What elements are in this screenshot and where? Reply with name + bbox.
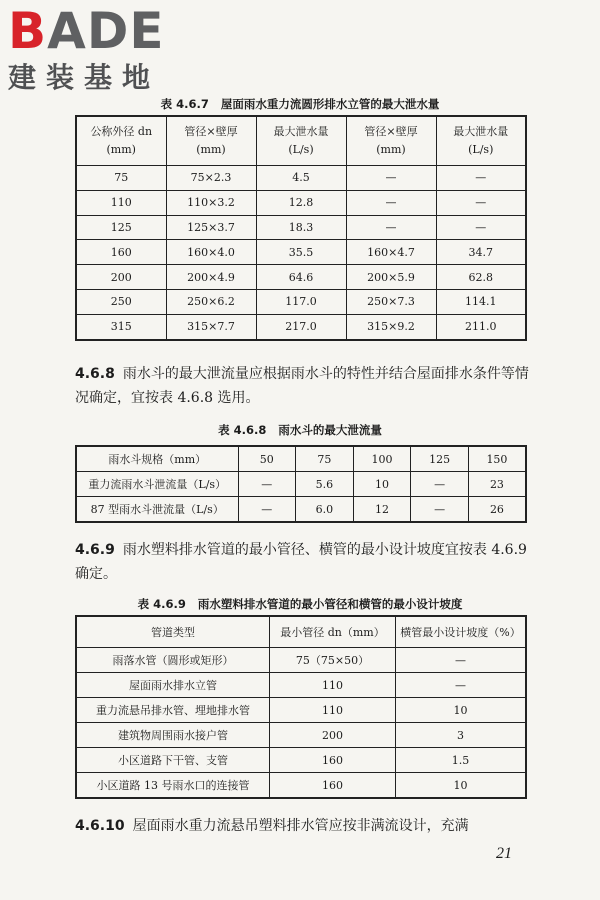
table-cell: 100 [353,446,411,472]
clause-text: 雨水斗的最大泄流量应根据雨水斗的特性并结合屋面排水条件等情况确定，宜按表 4.6.8 选用。 [75,366,529,406]
table-cell: — [436,166,526,191]
clause-number: 4.6.10 [75,818,125,834]
header-line: 管径×壁厚 [364,125,418,138]
table-cell: 50 [238,446,296,472]
table-row [76,773,526,799]
table-cell: 小区道路 13 号雨水口的连接管 [76,773,270,799]
table-cell: 200 [76,265,166,290]
table-cell: 125 [76,215,166,240]
table-cell: — [346,215,436,240]
table-cell: 屋面雨水排水立管 [76,673,270,698]
clause-text: 雨水塑料排水管道的最小管径、横管的最小设计坡度宜按表 4.6.9 确定。 [75,542,527,582]
table-cell: — [436,190,526,215]
table-cell: 200×4.9 [166,265,256,290]
header-unit: (mm) [106,143,136,156]
table-row [76,748,526,773]
header-cell [436,116,526,166]
table-cell: 117.0 [256,289,346,314]
table-cell: 110 [270,698,396,723]
logo-subtitle: 建装基地 [8,61,161,94]
table-cell: 110 [76,190,166,215]
table-number: 表 4.6.7 [160,97,209,111]
table-cell: 125×3.7 [166,215,256,240]
table-cell: 200×5.9 [346,265,436,290]
table-cell: 315×7.7 [166,314,256,339]
table-number: 表 4.6.9 [137,597,186,611]
table-cell: — [346,166,436,191]
table-4-6-9 [75,615,527,799]
logo-wordmark [8,2,165,60]
header-cell [346,116,436,166]
table-cell: 小区道路下干管、支管 [76,748,270,773]
table-row [76,673,526,698]
table-cell: 6.0 [296,497,354,523]
table-row [76,289,526,314]
header-line: 最大泄水量 [453,125,509,138]
table-header-row [76,116,526,166]
header-line: 最大泄水量 [273,125,329,138]
table-cell: 87 型雨水斗泄流量（L/s） [76,497,238,523]
table-cell: 250 [76,289,166,314]
table-cell: 26 [468,497,526,523]
table-row [76,314,526,339]
table-cell: 125 [411,446,469,472]
table-cell: 34.7 [436,240,526,265]
table-cell: 3 [396,723,527,748]
table-cell: 75×2.3 [166,166,256,191]
table-cell: — [396,673,527,698]
header-cell [76,116,166,166]
table-cell: 160×4.7 [346,240,436,265]
table-cell: 211.0 [436,314,526,339]
header-unit: (L/s) [288,143,314,156]
clause-number: 4.6.8 [75,366,115,382]
table-cell: 75（75×50） [270,648,396,673]
table-cell: 10 [353,472,411,497]
header-unit: (L/s) [468,143,494,156]
table-cell: 160 [270,773,396,799]
table-row [76,240,526,265]
table-cell: 64.6 [256,265,346,290]
table-cell: 150 [468,446,526,472]
table-cell: 1.5 [396,748,527,773]
table-cell: 75 [76,166,166,191]
table-cell: 雨落水管（圆形或矩形） [76,648,270,673]
table-caption-4-6-7 [0,96,600,112]
table-header-row [76,616,526,648]
table-row [76,265,526,290]
clause-4-6-8 [75,362,535,410]
table-cell: 250×6.2 [166,289,256,314]
header-unit: (mm) [376,143,406,156]
table-cell: 建筑物周围雨水接户管 [76,723,270,748]
clause-4-6-9 [75,538,535,586]
table-cell: 10 [396,698,527,723]
table-cell: 160 [270,748,396,773]
table-cell: 315×9.2 [346,314,436,339]
header-cell: 横管最小设计坡度（%） [396,616,527,648]
table-cell: 250×7.3 [346,289,436,314]
table-row [76,497,526,523]
table-cell: 114.1 [436,289,526,314]
table-cell: 12 [353,497,411,523]
table-cell: 12.8 [256,190,346,215]
table-title: 屋面雨水重力流圆形排水立管的最大泄水量 [220,97,440,111]
table-row [76,215,526,240]
table-cell: 200 [270,723,396,748]
table-caption-4-6-9 [0,596,600,612]
table-cell: 18.3 [256,215,346,240]
table-cell: 160 [76,240,166,265]
table-caption-4-6-8 [0,422,600,438]
logo-letter-b: B [8,2,48,60]
clause-text: 屋面雨水重力流悬吊塑料排水管应按非满流设计，充满 [132,818,469,834]
table-row [76,698,526,723]
header-line: 公称外径 dn [90,125,153,138]
table-cell: 160×4.0 [166,240,256,265]
table-4-6-7 [75,115,527,341]
table-cell: 23 [468,472,526,497]
table-cell: — [346,190,436,215]
table-cell: 35.5 [256,240,346,265]
table-cell: 4.5 [256,166,346,191]
table-row [76,648,526,673]
table-row [76,166,526,191]
table-cell: — [411,497,469,523]
header-cell: 管道类型 [76,616,270,648]
table-title: 雨水斗的最大泄流量 [278,423,382,437]
table-cell: 5.6 [296,472,354,497]
logo-letters-ade: ADE [47,2,165,60]
page-number: 21 [496,845,512,862]
table-cell: 重力流悬吊排水管、埋地排水管 [76,698,270,723]
bade-logo [8,2,178,96]
clause-number: 4.6.9 [75,542,115,558]
table-cell: 110 [270,673,396,698]
table-cell: 110×3.2 [166,190,256,215]
table-cell: — [436,215,526,240]
table-cell: 雨水斗规格（mm） [76,446,238,472]
table-4-6-8 [75,445,527,523]
table-cell: — [238,472,296,497]
header-unit: (mm) [196,143,226,156]
header-cell [256,116,346,166]
table-row [76,446,526,472]
header-cell [166,116,256,166]
table-cell: — [396,648,527,673]
table-cell: — [411,472,469,497]
table-cell: 315 [76,314,166,339]
table-cell: — [238,497,296,523]
table-cell: 重力流雨水斗泄流量（L/s） [76,472,238,497]
table-title: 雨水塑料排水管道的最小管径和横管的最小设计坡度 [197,597,463,611]
table-row [76,723,526,748]
table-cell: 62.8 [436,265,526,290]
table-number: 表 4.6.8 [218,423,267,437]
table-cell: 217.0 [256,314,346,339]
table-cell: 75 [296,446,354,472]
clause-4-6-10 [75,814,535,838]
table-cell: 10 [396,773,527,799]
table-row [76,472,526,497]
header-cell: 最小管径 dn（mm） [270,616,396,648]
table-row [76,190,526,215]
header-line: 管径×壁厚 [184,125,238,138]
